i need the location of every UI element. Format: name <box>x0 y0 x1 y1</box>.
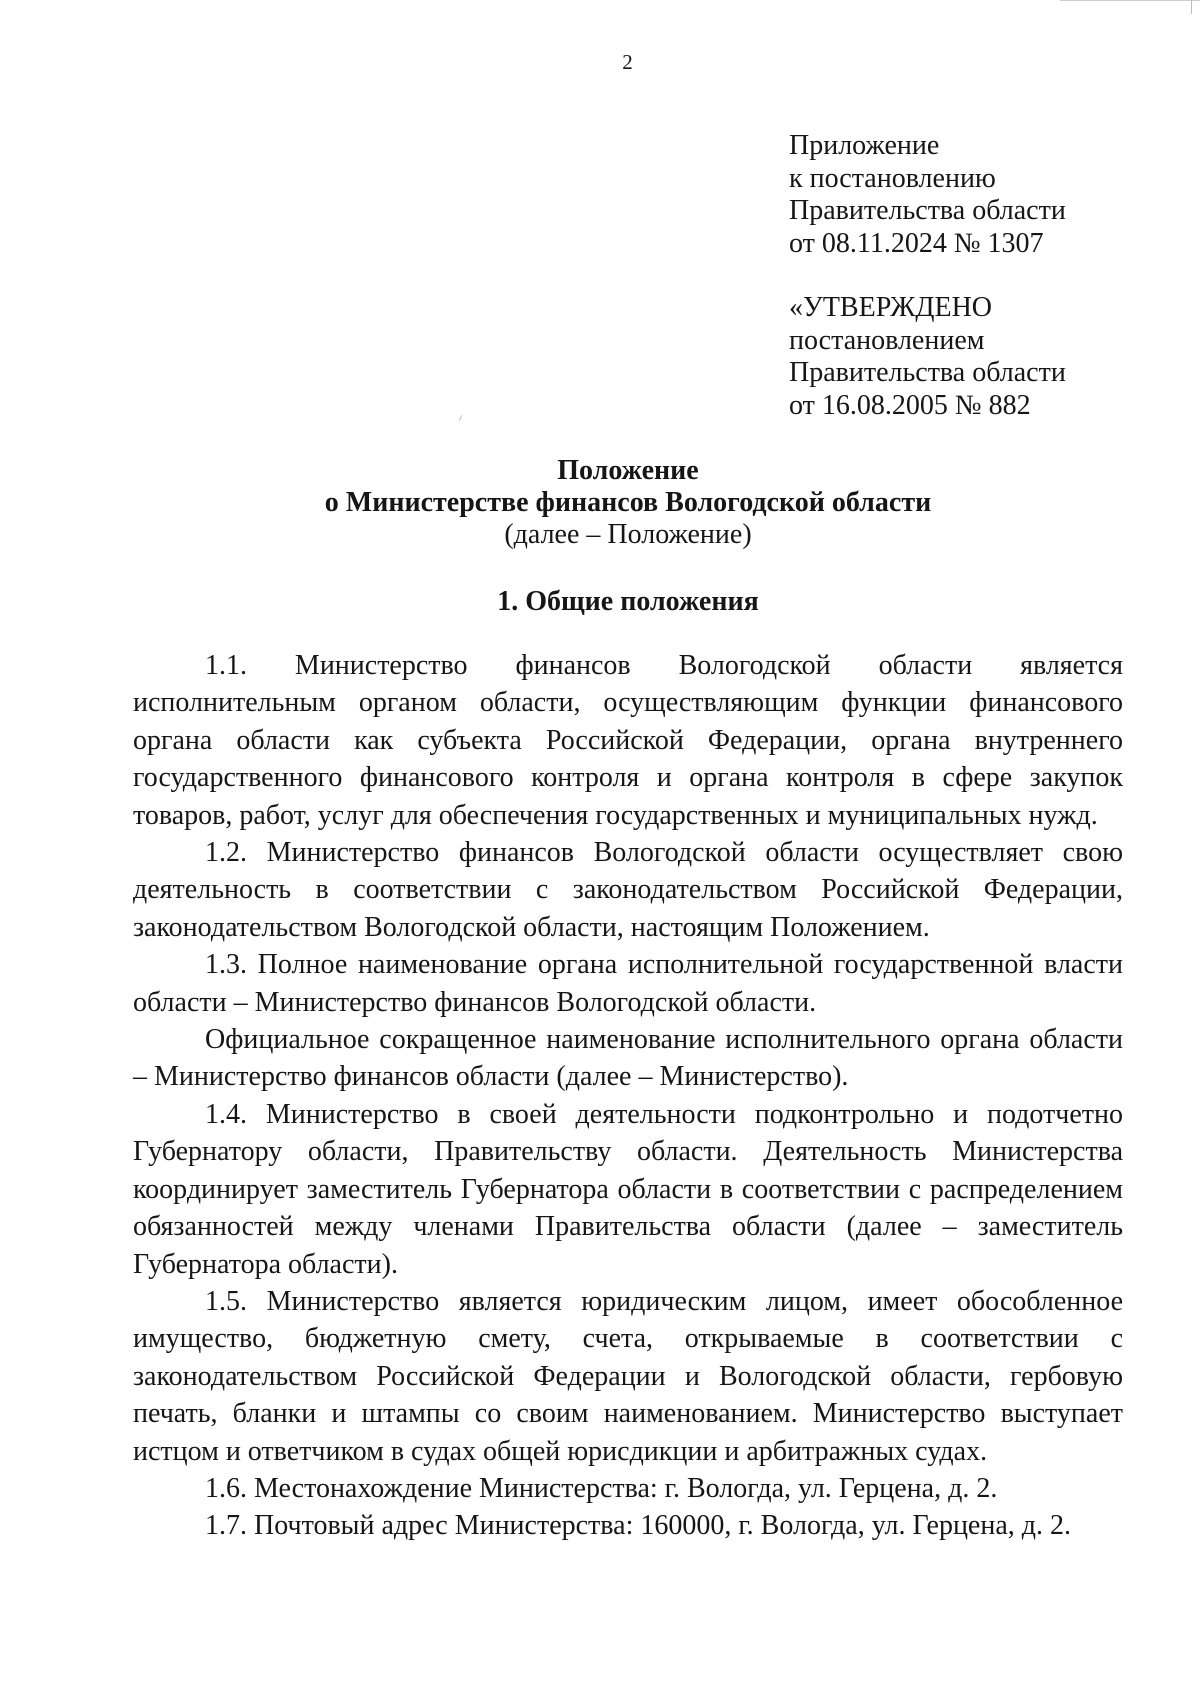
title-line: о Министерстве финансов Вологодской области <box>324 487 932 518</box>
title-line: Положение <box>557 455 699 486</box>
appendix-line: Правительства области <box>789 195 1066 227</box>
document-title <box>133 455 1123 551</box>
approval-line: Правительства области <box>789 357 1066 389</box>
paragraph-1-5: 1.5. Министерство является юридическим лицом, имеет обособленное имущество, бюджетную смету, счета, открываемые в соответствии с законодательством Российской Федерации и Вологодской области, гербовую печать, бланки и штампы со своим наименованием. Министерство выступает истцом и ответчиком в судах общей юрисдикции и арбитражных судах. <box>133 1285 1123 1467</box>
scan-edge-tick <box>1191 0 1192 14</box>
approval-line: постановлением <box>789 324 985 356</box>
approval-stamp-text <box>789 292 1169 423</box>
appendix-reference <box>789 130 1169 261</box>
paragraph-1-7: 1.7. Почтовый адрес Министерства: 160000, г. Вологда, ул. Герцена, д. 2. <box>205 1510 1072 1542</box>
approval-line: от 16.08.2005 № 882 <box>789 390 1031 422</box>
page-number: 2 <box>622 50 633 74</box>
section-heading: 1. Общие положения <box>497 586 759 617</box>
paragraph-1-6: 1.6. Местонахождение Министерства: г. Вологда, ул. Герцена, д. 2. <box>205 1472 998 1504</box>
appendix-line: от 08.11.2024 № 1307 <box>789 228 1044 260</box>
approval-line: «УТВЕРЖДЕНО <box>789 292 993 323</box>
appendix-line: к постановлению <box>789 162 996 194</box>
title-subtitle: (далее – Положение) <box>504 519 752 550</box>
paragraph-1-2: 1.2. Министерство финансов Вологодской области осуществляет свою деятельность в соответствии с законодательством Российской Федерации, законодательством Вологодской области, настоящим Положением. <box>133 837 1123 943</box>
scan-edge-mark <box>1060 0 1200 5</box>
scan-speck <box>459 415 462 421</box>
paragraph-1-1: 1.1. Министерство финансов Вологодской области является исполнительным органом области, осуществляющим функции финансового органа области как субъекта Российской Федерации, органа внутреннего государственного финансового контроля и органа контроля в сфере закупок товаров, работ, услуг для обеспечения государственных и муниципальных нужд. <box>133 650 1123 831</box>
paragraph-short-name: Официальное сокращенное наименование исполнительного органа области – Министерство финансов области (далее – Министерство). <box>133 1024 1123 1093</box>
appendix-line: Приложение <box>789 130 940 161</box>
section-body <box>133 647 1123 1545</box>
paragraph-1-4: 1.4. Министерство в своей деятельности подконтрольно и подотчетно Губернатору области, Правительству области. Деятельность Министерства координирует заместитель Губернатора области в соответствии с распределением обязанностей между членами Правительства области (далее – заместитель Губернатора области). <box>133 1098 1123 1280</box>
paragraph-1-3: 1.3. Полное наименование органа исполнительной государственной власти области – Министерство финансов Вологодской области. <box>133 949 1123 1018</box>
